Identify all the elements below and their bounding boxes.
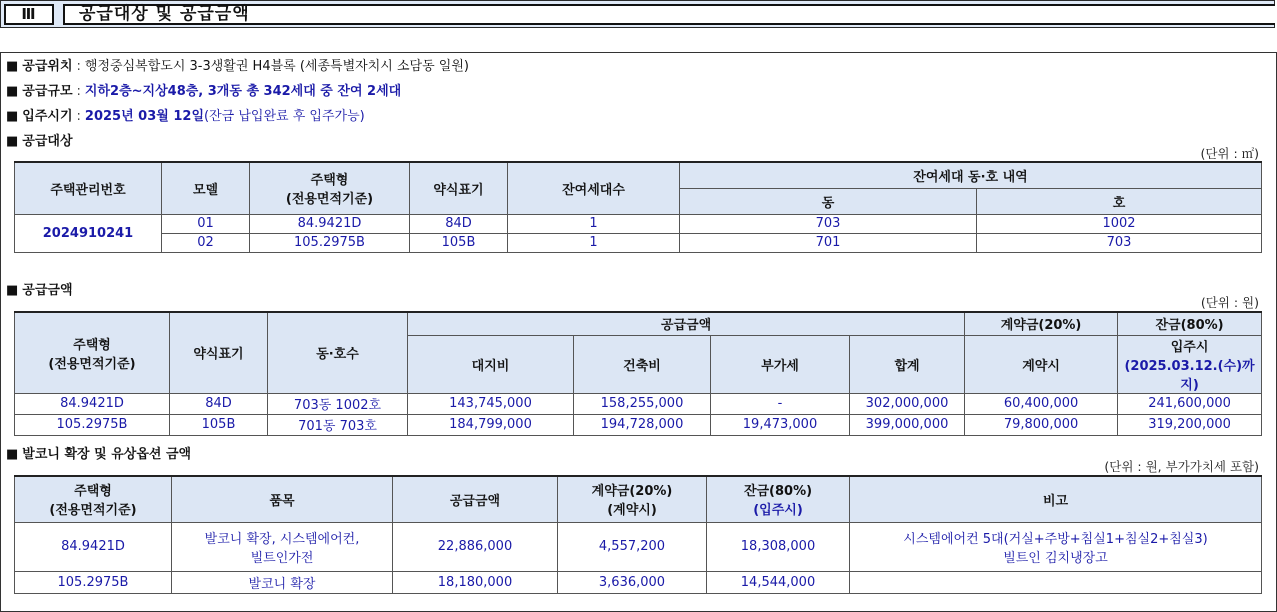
header-housing-type-label: 주택형 (73, 337, 111, 353)
info-separator: : (76, 59, 81, 74)
header-balance-label: 잔금(80%) (743, 484, 813, 500)
vat-cell: - (711, 393, 850, 414)
info-scale-label: 공급규모 (22, 84, 73, 99)
header-building: 건축비 (574, 335, 711, 393)
header-housing-type-label: 주택형 (74, 484, 112, 500)
item-cell (172, 522, 393, 571)
header-land: 대지비 (408, 335, 574, 393)
header-housing-type (250, 162, 410, 214)
header-balance-date: (2025.03.12.(수)까지) (1124, 358, 1255, 393)
option-heading-label: 발코니 확장 및 유상옵션 금액 (22, 447, 192, 462)
info-movein-note: (잔금 납입완료 후 입주가능) (204, 109, 365, 124)
info-location (6, 55, 469, 74)
header-deposit-label: 계약금(20%) (591, 484, 673, 500)
info-separator: : (76, 109, 81, 124)
header-model: 모델 (162, 162, 250, 214)
bullet-icon: ■ (6, 84, 19, 99)
header-housing-type-sub: (전용면적기준) (48, 356, 136, 372)
bullet-icon: ■ (6, 59, 19, 74)
price-heading (6, 279, 73, 298)
header-balance: 잔금(80%) (1118, 312, 1262, 335)
land-cell: 143,745,000 (408, 393, 574, 414)
header-abbr: 약식표기 (170, 312, 268, 393)
dong-cell: 701 (680, 233, 977, 252)
header-balance-timing-label: 입주시 (1170, 339, 1209, 355)
count-cell: 1 (508, 233, 680, 252)
deposit-cell: 4,557,200 (558, 522, 707, 571)
header-balance-sub: (입주시) (753, 503, 803, 519)
abbr-cell: 105B (170, 414, 268, 435)
header-dong: 동 (680, 188, 977, 214)
info-scale-value: 지하2층~지상48층, 3개동 총 342세대 중 잔여 2세대 (84, 84, 402, 99)
abbr-cell: 84D (170, 393, 268, 414)
header-housing-type (15, 476, 172, 522)
table-row (15, 233, 1262, 252)
header-deposit: 계약금(20%) (965, 312, 1118, 335)
info-location-value: 행정중심복합도시 3-3생활권 H4블록 (세종특별자치시 소담동 일원) (84, 59, 469, 74)
item-line: 빌트인가전 (250, 550, 314, 566)
header-housing-type-label: 주택형 (310, 173, 349, 189)
price-heading-label: 공급금액 (22, 283, 73, 298)
deposit-cell: 79,800,000 (965, 414, 1118, 435)
header-remaining-detail: 잔여세대 동·호 내역 (680, 162, 1262, 188)
deposit-cell: 60,400,000 (965, 393, 1118, 414)
vat-cell: 19,473,000 (711, 414, 850, 435)
header-mgmt-no: 주택관리번호 (15, 162, 162, 214)
header-unit-no: 동·호수 (268, 312, 408, 393)
section-title: 공급대상 및 공급금액 (63, 4, 1275, 25)
item-line: 발코니 확장, 시스템에어컨, (204, 531, 360, 547)
bullet-icon: ■ (6, 134, 19, 149)
total-cell: 399,000,000 (850, 414, 965, 435)
type-cell: 105.2975B (250, 233, 410, 252)
target-unit: (단위 : ㎡) (1200, 146, 1259, 161)
count-cell: 1 (508, 214, 680, 233)
header-item: 품목 (172, 476, 393, 522)
table-row (15, 393, 1262, 414)
bullet-icon: ■ (6, 283, 19, 298)
header-vat: 부가세 (711, 335, 850, 393)
item-cell: 발코니 확장 (172, 571, 393, 593)
note-cell (850, 571, 1262, 593)
header-note: 비고 (850, 476, 1262, 522)
info-movein (6, 105, 365, 124)
header-housing-type (15, 312, 170, 393)
balance-cell: 319,200,000 (1118, 414, 1262, 435)
note-cell (850, 522, 1262, 571)
type-cell: 105.2975B (15, 414, 170, 435)
info-movein-label: 입주시기 (22, 109, 73, 124)
total-cell: 302,000,000 (850, 393, 965, 414)
header-balance (707, 476, 850, 522)
header-deposit-sub: (계약시) (607, 503, 657, 519)
table-row (15, 522, 1262, 571)
balance-cell: 18,308,000 (707, 522, 850, 571)
table-row (15, 571, 1262, 593)
header-ho: 호 (977, 188, 1262, 214)
supply-cell: 22,886,000 (393, 522, 558, 571)
table-row (15, 214, 1262, 233)
target-heading (6, 130, 73, 149)
abbr-cell: 84D (410, 214, 508, 233)
model-cell: 02 (162, 233, 250, 252)
header-deposit-timing: 계약시 (965, 335, 1118, 393)
info-location-label: 공급위치 (22, 59, 73, 74)
unit-cell: 701동 703호 (268, 414, 408, 435)
info-separator: : (76, 84, 81, 99)
note-line: 시스템에어컨 5대(거실+주방+침실1+침실2+침실3) (903, 531, 1208, 547)
bullet-icon: ■ (6, 109, 19, 124)
building-cell: 194,728,000 (574, 414, 711, 435)
table-row (15, 414, 1262, 435)
header-housing-type-sub: (전용면적기준) (49, 503, 137, 519)
price-unit: (단위 : 원) (1200, 295, 1259, 310)
header-deposit (558, 476, 707, 522)
target-table (14, 161, 1262, 253)
unit-cell: 703동 1002호 (268, 393, 408, 414)
type-cell: 105.2975B (15, 571, 172, 593)
ho-cell: 1002 (977, 214, 1262, 233)
header-total: 합계 (850, 335, 965, 393)
balance-cell: 14,544,000 (707, 571, 850, 593)
type-cell: 84.9421D (15, 393, 170, 414)
dong-cell: 703 (680, 214, 977, 233)
building-cell: 158,255,000 (574, 393, 711, 414)
price-table (14, 311, 1262, 436)
option-unit: (단위 : 원, 부가가치세 포함) (1104, 459, 1259, 474)
header-supply-price: 공급금액 (393, 476, 558, 522)
target-heading-label: 공급대상 (22, 134, 73, 149)
type-cell: 84.9421D (15, 522, 172, 571)
balance-cell: 241,600,000 (1118, 393, 1262, 414)
land-cell: 184,799,000 (408, 414, 574, 435)
bullet-icon: ■ (6, 447, 19, 462)
mgmt-no-cell: 2024910241 (15, 214, 162, 252)
option-table (14, 475, 1262, 594)
type-cell: 84.9421D (250, 214, 410, 233)
ho-cell: 703 (977, 233, 1262, 252)
header-housing-type-sub: (전용면적기준) (285, 192, 374, 208)
header-balance-timing (1118, 335, 1262, 393)
model-cell: 01 (162, 214, 250, 233)
header-remaining: 잔여세대수 (508, 162, 680, 214)
supply-cell: 18,180,000 (393, 571, 558, 593)
option-heading (6, 443, 191, 462)
note-line: 빌트인 김치냉장고 (1003, 550, 1108, 566)
header-supply-price: 공급금액 (408, 312, 965, 335)
header-abbr: 약식표기 (410, 162, 508, 214)
deposit-cell: 3,636,000 (558, 571, 707, 593)
info-scale (6, 80, 401, 99)
abbr-cell: 105B (410, 233, 508, 252)
section-header (0, 0, 1275, 28)
info-movein-date: 2025년 03월 12일 (84, 109, 205, 124)
section-number: Ⅲ (4, 4, 54, 25)
